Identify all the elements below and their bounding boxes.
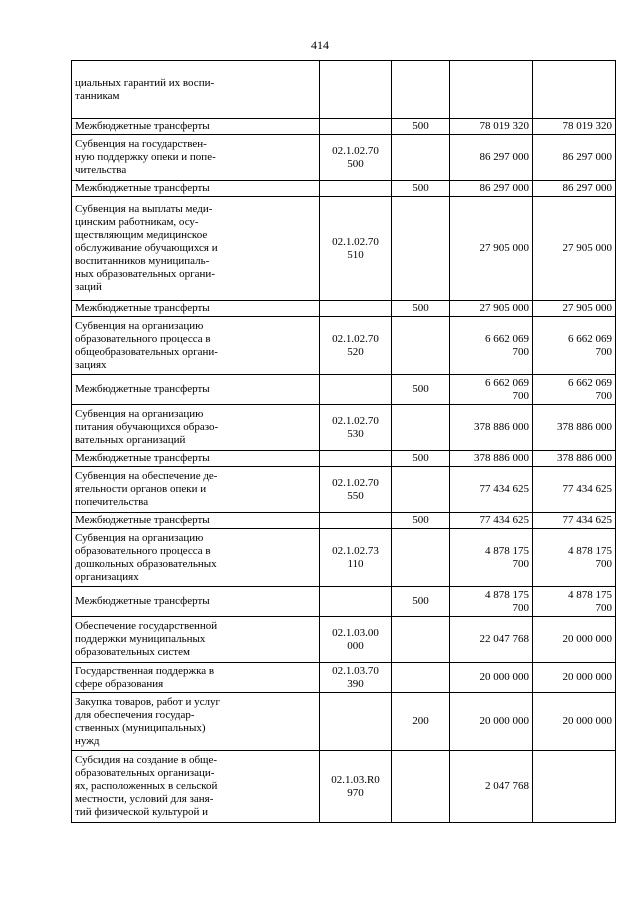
row-name-text: Межбюджетные трансферты (75, 182, 210, 194)
row-amount-year2-cell (533, 375, 616, 405)
row-name-cell (72, 135, 320, 181)
row-amount-year2-text: 20 000 000 (562, 671, 612, 683)
row-amount-year1-cell (450, 301, 533, 317)
row-amount-year1-cell (450, 451, 533, 467)
table-row (72, 181, 616, 197)
row-name-text: Межбюджетные трансферты (75, 452, 210, 464)
row-name-cell (72, 317, 320, 375)
row-code-text: 02.1.03.00 000 (332, 626, 379, 652)
row-amount-year2-cell (533, 513, 616, 529)
row-amount-year2-text: 27 905 000 (562, 242, 612, 254)
row-amount-year2-cell (533, 587, 616, 617)
table-row (72, 617, 616, 663)
row-amount-year1-cell (450, 663, 533, 693)
row-name-text: Обеспечение государственной поддержки муниципальных образовательных систем (75, 620, 218, 658)
row-name-cell (72, 513, 320, 529)
row-amount-year2-text: 27 905 000 (562, 302, 612, 314)
row-amount-year2-text: 378 886 000 (557, 452, 612, 464)
row-amount-year2-text: 20 000 000 (562, 715, 612, 727)
row-amount-year1-text: 77 434 625 (479, 514, 529, 526)
row-amount-year1-text: 27 905 000 (479, 242, 529, 254)
row-code-text: 02.1.02.70 510 (332, 235, 379, 261)
row-code-cell (320, 375, 392, 405)
table-row (72, 587, 616, 617)
row-name-text: Субвенция на организацию образовательного процесса в дошкольных образовательных организациях (75, 531, 217, 583)
table-row (72, 119, 616, 135)
table-row (72, 451, 616, 467)
row-amount-year1-cell (450, 119, 533, 135)
row-expense-type-text: 500 (412, 514, 429, 526)
row-name-cell (72, 197, 320, 301)
row-code-cell (320, 513, 392, 529)
row-code-text: 02.1.02.73 110 (332, 544, 379, 570)
row-expense-type-text: 500 (412, 182, 429, 194)
row-amount-year1-text: 2 047 768 (485, 780, 529, 792)
row-expense-type-cell (392, 587, 450, 617)
row-code-cell (320, 693, 392, 751)
row-name-cell (72, 375, 320, 405)
row-amount-year1-text: 378 886 000 (474, 452, 529, 464)
row-name-text: Субвенция на организацию питания обучающихся образо- вательных организаций (75, 408, 219, 446)
row-code-cell (320, 61, 392, 119)
row-name-cell (72, 405, 320, 451)
row-amount-year2-text: 86 297 000 (562, 182, 612, 194)
row-code-text: 02.1.03.R0 970 (331, 773, 380, 799)
row-expense-type-cell (392, 375, 450, 405)
row-amount-year2-cell (533, 617, 616, 663)
row-name-text: Субвенция на выплаты меди- цинским работникам, осу- ществляющим медицинское обслуживание обучающихся и воспитанников муниципаль- ных образовательных органи- заций (75, 203, 218, 293)
row-name-cell (72, 693, 320, 751)
row-name-cell (72, 451, 320, 467)
row-code-cell (320, 197, 392, 301)
row-name-text: Закупка товаров, работ и услуг для обеспечения государ- ственных (муниципальных) нужд (75, 695, 220, 747)
row-amount-year2-text: 378 886 000 (557, 421, 612, 433)
table-row (72, 467, 616, 513)
row-expense-type-cell (392, 451, 450, 467)
row-expense-type-cell (392, 617, 450, 663)
row-expense-type-cell (392, 135, 450, 181)
row-amount-year2-cell (533, 467, 616, 513)
row-amount-year2-cell (533, 301, 616, 317)
row-name-cell (72, 119, 320, 135)
table-row (72, 513, 616, 529)
row-amount-year2-text: 6 662 069 700 (568, 376, 612, 402)
table-row (72, 317, 616, 375)
row-amount-year2-cell (533, 119, 616, 135)
row-amount-year2-text: 86 297 000 (562, 151, 612, 163)
row-expense-type-cell (392, 663, 450, 693)
row-name-cell (72, 61, 320, 119)
row-amount-year2-text: 20 000 000 (562, 633, 612, 645)
row-amount-year1-text: 22 047 768 (479, 633, 529, 645)
row-amount-year2-cell (533, 61, 616, 119)
row-name-cell (72, 301, 320, 317)
row-name-cell (72, 587, 320, 617)
row-amount-year2-text: 4 878 175 700 (568, 544, 612, 570)
row-amount-year1-text: 6 662 069 700 (485, 376, 529, 402)
row-amount-year1-text: 4 878 175 700 (485, 588, 529, 614)
row-amount-year1-text: 378 886 000 (474, 421, 529, 433)
row-expense-type-text: 500 (412, 595, 429, 607)
row-expense-type-cell (392, 529, 450, 587)
row-amount-year1-cell (450, 405, 533, 451)
budget-table-body (72, 61, 616, 823)
row-expense-type-text: 500 (412, 383, 429, 395)
row-code-cell (320, 529, 392, 587)
row-name-text: Межбюджетные трансферты (75, 383, 210, 395)
row-amount-year1-cell (450, 375, 533, 405)
row-expense-type-text: 500 (412, 452, 429, 464)
row-name-text: Межбюджетные трансферты (75, 514, 210, 526)
row-name-cell (72, 181, 320, 197)
row-code-cell (320, 317, 392, 375)
row-amount-year2-cell (533, 135, 616, 181)
row-name-text: Межбюджетные трансферты (75, 595, 210, 607)
row-code-text: 02.1.02.70 550 (332, 476, 379, 502)
row-code-text: 02.1.02.70 520 (332, 332, 379, 358)
row-amount-year2-text: 77 434 625 (562, 483, 612, 495)
row-amount-year1-cell (450, 61, 533, 119)
row-code-cell (320, 451, 392, 467)
row-code-cell (320, 587, 392, 617)
table-row (72, 301, 616, 317)
row-amount-year1-cell (450, 693, 533, 751)
page-number: 414 (311, 38, 329, 52)
table-row (72, 405, 616, 451)
row-code-text: 02.1.02.70 530 (332, 414, 379, 440)
row-amount-year1-text: 77 434 625 (479, 483, 529, 495)
row-expense-type-text: 500 (412, 302, 429, 314)
row-expense-type-cell (392, 405, 450, 451)
row-amount-year2-cell (533, 693, 616, 751)
row-amount-year1-cell (450, 513, 533, 529)
row-code-text: 02.1.02.70 500 (332, 144, 379, 170)
row-amount-year2-cell (533, 451, 616, 467)
row-amount-year1-cell (450, 135, 533, 181)
table-row (72, 751, 616, 823)
row-name-cell (72, 529, 320, 587)
row-name-text: Субсидия на создание в обще- образовательных организаци- ях, расположенных в сельской местности, условий для заня- тий физической культурой и (75, 754, 218, 818)
row-code-cell (320, 663, 392, 693)
row-code-cell (320, 617, 392, 663)
table-row (72, 663, 616, 693)
row-amount-year2-cell (533, 197, 616, 301)
table-row (72, 693, 616, 751)
table-row (72, 375, 616, 405)
row-name-cell (72, 663, 320, 693)
row-amount-year1-text: 20 000 000 (479, 671, 529, 683)
row-name-cell (72, 467, 320, 513)
row-code-cell (320, 181, 392, 197)
row-amount-year2-cell (533, 751, 616, 823)
row-name-text: Субвенция на обеспечение де- ятельности органов опеки и попечительства (75, 470, 218, 508)
row-amount-year1-cell (450, 317, 533, 375)
row-amount-year2-cell (533, 663, 616, 693)
row-amount-year2-cell (533, 405, 616, 451)
row-amount-year1-cell (450, 197, 533, 301)
table-row (72, 529, 616, 587)
row-code-cell (320, 135, 392, 181)
row-name-text: циальных гарантий их воспи- танникам (75, 76, 215, 102)
row-expense-type-cell (392, 317, 450, 375)
row-code-cell (320, 467, 392, 513)
row-expense-type-cell (392, 181, 450, 197)
row-name-text: Межбюджетные трансферты (75, 302, 210, 314)
row-name-cell (72, 751, 320, 823)
row-amount-year1-cell (450, 617, 533, 663)
row-amount-year1-text: 20 000 000 (479, 715, 529, 727)
row-expense-type-cell (392, 119, 450, 135)
row-expense-type-text: 200 (412, 715, 429, 727)
row-amount-year1-text: 86 297 000 (479, 182, 529, 194)
row-amount-year1-cell (450, 181, 533, 197)
row-amount-year2-text: 6 662 069 700 (568, 332, 612, 358)
row-amount-year2-text: 78 019 320 (562, 120, 612, 132)
row-amount-year1-cell (450, 467, 533, 513)
table-row (72, 61, 616, 119)
row-code-cell (320, 751, 392, 823)
row-expense-type-text: 500 (412, 120, 429, 132)
row-amount-year1-text: 6 662 069 700 (485, 332, 529, 358)
row-expense-type-cell (392, 467, 450, 513)
row-amount-year1-text: 86 297 000 (479, 151, 529, 163)
row-expense-type-cell (392, 513, 450, 529)
budget-table (71, 60, 616, 823)
row-amount-year2-cell (533, 529, 616, 587)
row-code-cell (320, 119, 392, 135)
table-row (72, 135, 616, 181)
row-amount-year1-text: 27 905 000 (479, 302, 529, 314)
row-code-cell (320, 301, 392, 317)
table-row (72, 197, 616, 301)
row-expense-type-cell (392, 301, 450, 317)
row-name-text: Государственная поддержка в сфере образования (75, 664, 215, 690)
row-amount-year2-cell (533, 181, 616, 197)
row-amount-year1-cell (450, 587, 533, 617)
row-amount-year2-text: 77 434 625 (562, 514, 612, 526)
row-code-text: 02.1.03.70 390 (332, 664, 379, 690)
row-expense-type-cell (392, 61, 450, 119)
row-amount-year2-cell (533, 317, 616, 375)
row-amount-year1-cell (450, 529, 533, 587)
row-name-text: Межбюджетные трансферты (75, 120, 210, 132)
row-name-text: Субвенция на организацию образовательного процесса в общеобразовательных органи- зациях (75, 319, 218, 371)
row-code-cell (320, 405, 392, 451)
row-amount-year1-text: 78 019 320 (479, 120, 529, 132)
row-name-cell (72, 617, 320, 663)
row-expense-type-cell (392, 197, 450, 301)
row-name-text: Субвенция на государствен- ную поддержку опеки и попе- чительства (75, 138, 216, 176)
row-amount-year2-text: 4 878 175 700 (568, 588, 612, 614)
row-expense-type-cell (392, 693, 450, 751)
row-expense-type-cell (392, 751, 450, 823)
row-amount-year1-cell (450, 751, 533, 823)
row-amount-year1-text: 4 878 175 700 (485, 544, 529, 570)
